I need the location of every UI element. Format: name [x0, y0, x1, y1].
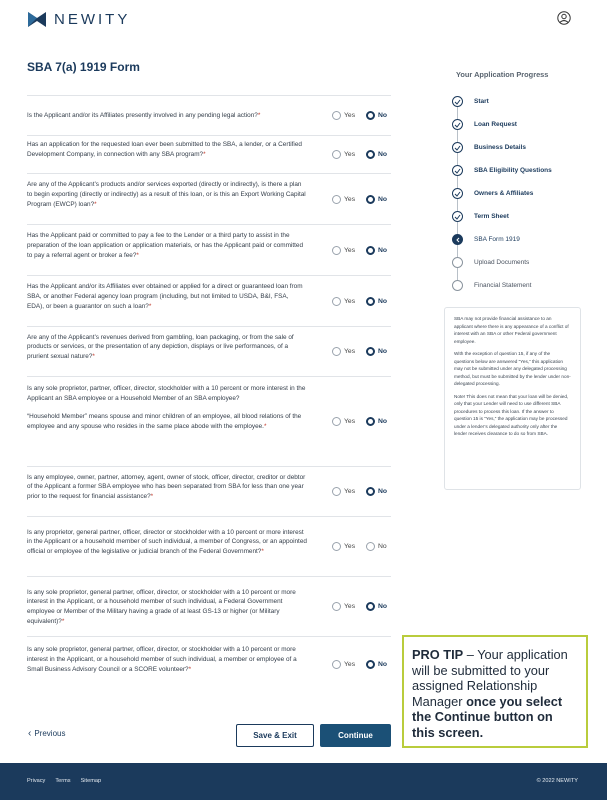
previous-label: Previous: [34, 729, 66, 738]
radio-circle-icon[interactable]: [366, 542, 375, 551]
radio-circle-icon[interactable]: [366, 487, 375, 496]
radio-circle-icon[interactable]: [332, 150, 341, 159]
progress-step-label: Start: [474, 98, 489, 105]
newity-logo-mark-icon: [28, 12, 46, 27]
question-text: [27, 645, 307, 674]
question-label: Is any employee, owner, partner, attorney, agent, owner of stock, officer, director, creditor or debtor of the Applicant a former SBA employee who has been separated from SBA for less than one year prior to the request for financial assistance?: [27, 473, 306, 500]
radio-yes[interactable]: [332, 150, 355, 159]
radio-label: No: [378, 603, 388, 610]
radio-no[interactable]: [366, 602, 387, 611]
radio-yes[interactable]: [332, 417, 355, 426]
required-asterisk: *: [263, 423, 267, 431]
radio-label: No: [378, 151, 388, 158]
footer: [0, 763, 607, 800]
question-text: [27, 231, 307, 260]
question-text: [27, 588, 307, 627]
radio-circle-icon[interactable]: [332, 111, 341, 120]
pro-tip-bold-text: once you select the Continue button on this screen.: [412, 693, 563, 740]
radio-circle-icon[interactable]: [332, 347, 341, 356]
progress-step[interactable]: [452, 234, 520, 245]
question-text: [27, 384, 307, 432]
check-circle-icon: [452, 142, 463, 153]
question-row: [27, 466, 391, 516]
required-asterisk: *: [257, 112, 261, 120]
radio-no[interactable]: [366, 150, 387, 159]
empty-circle-icon: [452, 257, 463, 268]
radio-yes[interactable]: [332, 347, 355, 356]
question-label: Is the Applicant and/or its Affiliates presently involved in any pending legal action?: [27, 112, 258, 120]
required-asterisk: *: [148, 302, 152, 310]
question-label: Is any sole proprietor, general partner, officer, director, or stockholder with a 10 percent or more interest in the Applicant, or a household member of such individual, a Federal Government employee or Member of the Military having a grade of at least GS-13 or higher (or Military equivalent)?: [27, 588, 296, 625]
required-asterisk: *: [92, 353, 95, 360]
top-header: [0, 0, 607, 40]
terms-link[interactable]: Terms: [55, 778, 71, 784]
user-account-icon[interactable]: [557, 11, 571, 25]
radio-circle-icon[interactable]: [332, 487, 341, 496]
radio-circle-icon[interactable]: [332, 297, 341, 306]
newity-logo[interactable]: [28, 11, 130, 28]
required-asterisk: *: [136, 251, 139, 259]
progress-title: Your Application Progress: [456, 70, 549, 79]
page-title: SBA 7(a) 1919 Form: [27, 60, 140, 74]
radio-label: No: [378, 247, 388, 254]
question-row: [27, 275, 391, 326]
radio-circle-icon[interactable]: [366, 660, 375, 669]
radio-no[interactable]: [366, 487, 387, 496]
previous-link[interactable]: [28, 728, 65, 739]
radio-label: No: [378, 348, 388, 355]
question-label: Is any sole proprietor, general partner, officer, director, or stockholder with a 10 percent or more interest in the Applicant, or a household member of such individual, a member or employee of a Small Business Advisory Council or a SCORE volunteer?: [27, 646, 297, 673]
radio-yes[interactable]: [332, 195, 355, 204]
notice-paragraph: SBA may not provide financial assistance to an applicant where there is any appearance of a conflict of interest with an SBA or other Federal government employee.: [454, 316, 569, 344]
question-row: [27, 576, 391, 636]
radio-label: Yes: [344, 247, 356, 254]
copyright: © 2022 NEWITY: [536, 778, 578, 784]
progress-step-label: Financial Statement: [474, 282, 532, 289]
privacy-link[interactable]: Privacy: [27, 778, 46, 784]
radio-no[interactable]: [366, 417, 387, 426]
radio-label: No: [378, 196, 388, 203]
progress-step[interactable]: [452, 188, 533, 199]
radio-circle-icon[interactable]: [366, 246, 375, 255]
radio-label: Yes: [344, 543, 356, 550]
pro-tip-lead: PRO TIP: [412, 647, 464, 662]
question-text: [27, 282, 307, 311]
radio-label: Yes: [344, 488, 356, 495]
required-asterisk: *: [61, 617, 65, 625]
progress-step[interactable]: [452, 280, 531, 291]
radio-label: No: [378, 112, 388, 119]
progress-step-label: Owners & Affiliates: [474, 190, 534, 197]
progress-step-label: Term Sheet: [474, 213, 509, 220]
progress-step[interactable]: [452, 211, 509, 222]
check-circle-icon: [452, 188, 463, 199]
question-text: [27, 111, 307, 121]
question-label: Is any sole proprietor, partner, officer, director, stockholder with a 10 percent or more interest in the Applicant an SBA employee or a Household Member of an SBA employee?: [27, 385, 306, 402]
radio-circle-icon[interactable]: [366, 195, 375, 204]
progress-step[interactable]: [452, 257, 529, 268]
radio-no[interactable]: [366, 246, 387, 255]
radio-circle-icon[interactable]: [366, 150, 375, 159]
required-asterisk: *: [150, 493, 154, 500]
progress-step-label: Business Details: [474, 144, 527, 151]
radio-yes[interactable]: [332, 487, 355, 496]
radio-circle-icon[interactable]: [332, 195, 341, 204]
radio-label: Yes: [344, 298, 356, 305]
required-asterisk: *: [94, 200, 97, 208]
radio-label: Yes: [344, 661, 356, 668]
radio-label: Yes: [344, 418, 356, 425]
question-text: [27, 180, 307, 209]
sba-notice-box: [444, 307, 581, 490]
radio-yes[interactable]: [332, 246, 355, 255]
radio-label: Yes: [344, 112, 356, 119]
radio-circle-icon[interactable]: [332, 602, 341, 611]
continue-button[interactable]: Continue: [320, 724, 391, 747]
radio-label: Yes: [344, 603, 356, 610]
progress-step[interactable]: [452, 119, 517, 130]
radio-circle-icon[interactable]: [366, 417, 375, 426]
check-circle-icon: [452, 165, 463, 176]
progress-step[interactable]: [452, 165, 552, 176]
main-content: [0, 40, 607, 763]
radio-circle-icon[interactable]: [366, 602, 375, 611]
radio-no[interactable]: [366, 297, 387, 306]
progress-step-label: Loan Request: [474, 121, 517, 128]
check-circle-icon: [452, 211, 463, 222]
radio-circle-icon[interactable]: [332, 542, 341, 551]
radio-circle-icon[interactable]: [366, 297, 375, 306]
question-label: Has the Applicant and/or its Affiliates ever obtained or applied for a direct or guaranteed loan from SBA, or another Federal agency loan program (including, but not limited to USDA, B&I, FSA, EDA), or been a guarantor on such a loan?: [27, 283, 303, 310]
progress-step[interactable]: [452, 142, 526, 153]
radio-circle-icon[interactable]: [332, 246, 341, 255]
radio-yes[interactable]: [332, 602, 355, 611]
pro-tip-text: – Your application will be submitted to your assigned Relationship Manager: [412, 647, 568, 709]
question-text: [27, 473, 307, 502]
radio-label: No: [378, 661, 388, 668]
check-circle-icon: [452, 96, 463, 107]
notice-paragraph: With the exception of question 15, if any of the questions below are answered “Yes,” this application may not be submitted under any delegated processing method, but must be submitted by the lender under non-delegated processing.: [454, 351, 571, 386]
radio-label: No: [378, 543, 387, 550]
radio-no[interactable]: [366, 195, 387, 204]
required-asterisk: *: [188, 665, 192, 673]
question-label: Are any of the Applicant’s products and/or services exported (directly or indirectly), is there a plan to begin exporting (directly or indirectly) as a result of this loan, or is this an Export Working Capital Program (EWCP) loan?: [27, 181, 306, 208]
radio-yes[interactable]: [332, 542, 355, 551]
question-subtext: “Household Member” means spouse and minor children of an employee, all blood relations of the employee and any spouse who resides in the same place abode with the employee.: [27, 413, 302, 431]
radio-label: Yes: [344, 196, 356, 203]
radio-label: No: [378, 418, 388, 425]
save-exit-button[interactable]: Save & Exit: [236, 724, 314, 747]
question-text: [27, 140, 307, 159]
progress-step-label: Upload Documents: [474, 259, 530, 266]
required-asterisk: *: [261, 548, 264, 555]
question-label: Is any proprietor, general partner, officer, director or stockholder with a 10 percent or more interest in the Applicant or a household member of such individual, a member of Congress, or an appointed official or employee of the legislative or judicial branch of the Federal Government?: [27, 528, 307, 555]
progress-step-label: SBA Form 1919: [474, 236, 520, 243]
question-row: [27, 135, 391, 173]
question-row: [27, 326, 391, 376]
question-row: [27, 224, 391, 275]
radio-label: No: [378, 298, 388, 305]
radio-circle-icon[interactable]: [366, 347, 375, 356]
radio-no[interactable]: [366, 111, 387, 120]
sitemap-link[interactable]: Sitemap: [80, 778, 102, 784]
radio-circle-icon[interactable]: [366, 111, 375, 120]
footer-links: [27, 778, 101, 784]
radio-yes[interactable]: [332, 297, 355, 306]
progress-step[interactable]: [452, 96, 489, 107]
question-row: [27, 173, 391, 224]
empty-circle-icon: [452, 280, 463, 291]
chevron-left-icon: ‹: [28, 728, 32, 739]
progress-step-label: SBA Eligibility Questions: [474, 167, 552, 174]
radio-label: No: [378, 488, 388, 495]
current-step-icon: [452, 234, 463, 245]
check-circle-icon: [452, 119, 463, 130]
radio-no[interactable]: [366, 660, 387, 669]
question-row: [27, 376, 391, 466]
radio-no[interactable]: [366, 347, 387, 356]
radio-label: Yes: [344, 151, 356, 158]
radio-label: Yes: [344, 348, 356, 355]
question-label: Has the Applicant paid or committed to pay a fee to the Lender or a third party to assist in the preparation of the loan application or application materials, or has the Applicant paid or committed to pay a referral agent or broker a fee?: [27, 232, 304, 259]
radio-circle-icon[interactable]: [332, 660, 341, 669]
radio-no[interactable]: [366, 542, 387, 551]
question-label: Has an application for the requested loan ever been submitted to the SBA, a lender, or a Certified Development Company, in connection with any SBA program?: [27, 141, 302, 159]
question-text: [27, 528, 307, 557]
question-row: [27, 516, 391, 576]
brand-name: NEWITY: [54, 11, 131, 28]
radio-circle-icon[interactable]: [332, 417, 341, 426]
radio-yes[interactable]: [332, 111, 355, 120]
question-row: [27, 95, 391, 135]
radio-yes[interactable]: [332, 660, 355, 669]
question-row: [27, 636, 391, 691]
required-asterisk: *: [203, 151, 206, 159]
notice-paragraph: Note! This does not mean that your loan will be denied, only that your Lender will need to use different SBA procedures to process this loan. If the answer to question 15 is “Yes,” the application may be processed under a lender’s delegated authority only after the lender receives clearance to do so from SBA.: [454, 393, 569, 436]
question-text: [27, 333, 307, 362]
pro-tip-box: [402, 635, 588, 748]
question-label: Are any of the Applicant’s revenues derived from gambling, loan packaging, or from the sale of products or services, or the presentation of any depiction, displays or live performances, of a prurient sexual nature?: [27, 333, 294, 360]
